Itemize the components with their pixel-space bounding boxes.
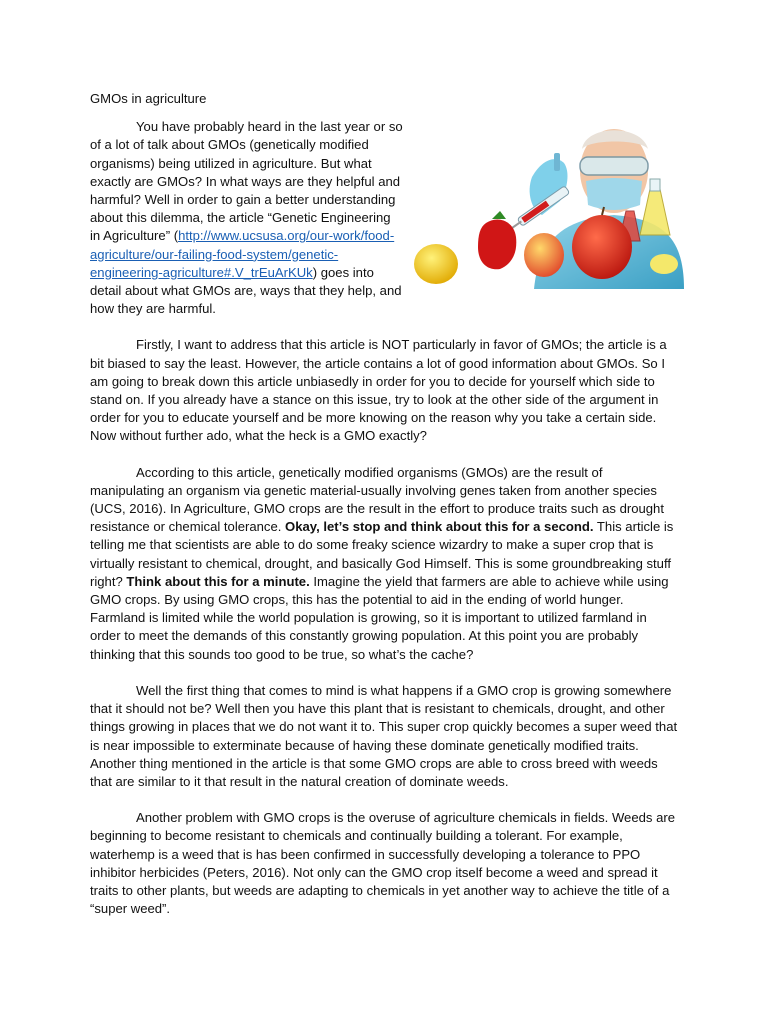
paragraph-another-problem: Another problem with GMO crops is the overuse of agriculture chemicals in fields. Weeds are beginning to become resistant to chemicals and continually building a tolerant. For example, waterhemp is a weed that is has been confirmed in successfully developing a tolerance to PPO inhibitor herbicides (Peters, 2016). Not only can the GMO crop itself become a weed and spread it traits to other plants, but weeds are adapting to chemicals in yet another way to achieve the title of a “super weed”. [90, 810, 676, 917]
paragraph-according [90, 464, 678, 664]
document-body [90, 90, 678, 936]
paragraph-first-thing: Well the first thing that comes to mind is what happens if a GMO crop is growing somewhere that it should not be? Well then you have this plant that is resistant to chemicals, drought, and other things growing in places that we do not want it to. This super crop quickly becomes a super weed that is near impossible to exterminate because of having these dominate genetically modified traits. Another thing mentioned in the article is that some GMO crops are able to cross breed with weeds that are similar to it that result in the natural creation of dominate weeds. [90, 682, 678, 789]
document-title: GMOs in agriculture [90, 91, 207, 106]
intro-text-end: ) goes into detail about what GMOs are, ways that they help, and how they are harmful. [90, 264, 402, 317]
according-text-b: This article is telling me that scientists are able to do some freaky science wizardry to make a super crop that is virtually resistant to chemical, drought, and basically God Himself. This is some groundbreaking stuff right? [90, 519, 674, 589]
according-bold-2: Think about this for a minute. [126, 573, 310, 589]
according-text-c: Imagine the yield that farmers are able to achieve while using GMO crops. By using GMO crops, this has the potential to aid in the ending of world hunger. Farmland is limited while the world population is growing, so it is important to utilized farmland in order to meet the demands of this constantly growing population. At this point you are probably thinking that this sounds too good to be true, so what’s the cache? [90, 573, 669, 662]
paragraph-firstly: Firstly, I want to address that this article is NOT particularly in favor of GMOs; the article is a bit biased to say the least. However, the article contains a lot of good information about GMOs. So I am going to break down this article unbiasedly in order for you to decide for yourself which side to stand on. If you already have a stance on this issue, try to look at the other side of the argument in order for you to educate yourself and be more knowing on the reason why you take a certain side. Now without further ado, what the heck is a GMO exactly? [90, 337, 667, 444]
according-bold-1: Okay, let’s stop and think about this for a second. [285, 519, 594, 535]
scientist-injecting-fruit-illustration [414, 119, 684, 289]
according-text-a: According to this article, genetically modified organisms (GMOs) are the result of manipulating an organism via genetic material-usually involving genes taken from another species (UCS, 2016). In Agriculture, GMO crops are the result in the effort to produce traits such as drought resistance or chemical tolerance. [90, 464, 664, 535]
article-link[interactable]: http://www.ucsusa.org/our-work/food-agriculture/our-failing-food-system/genetic-engineering-agriculture#.V_trEuArKUk [90, 228, 395, 280]
intro-text-start: You have probably heard in the last year or so of a lot of talk about GMOs (genetically modified organisms) being utilized in agriculture. But what exactly are GMOs? In what ways are they helpful and harmful? Well in order to gain a better understanding about this dilemma, the article “Genetic Engineering in Agriculture” ( [90, 119, 403, 244]
paragraph-intro [90, 118, 678, 318]
